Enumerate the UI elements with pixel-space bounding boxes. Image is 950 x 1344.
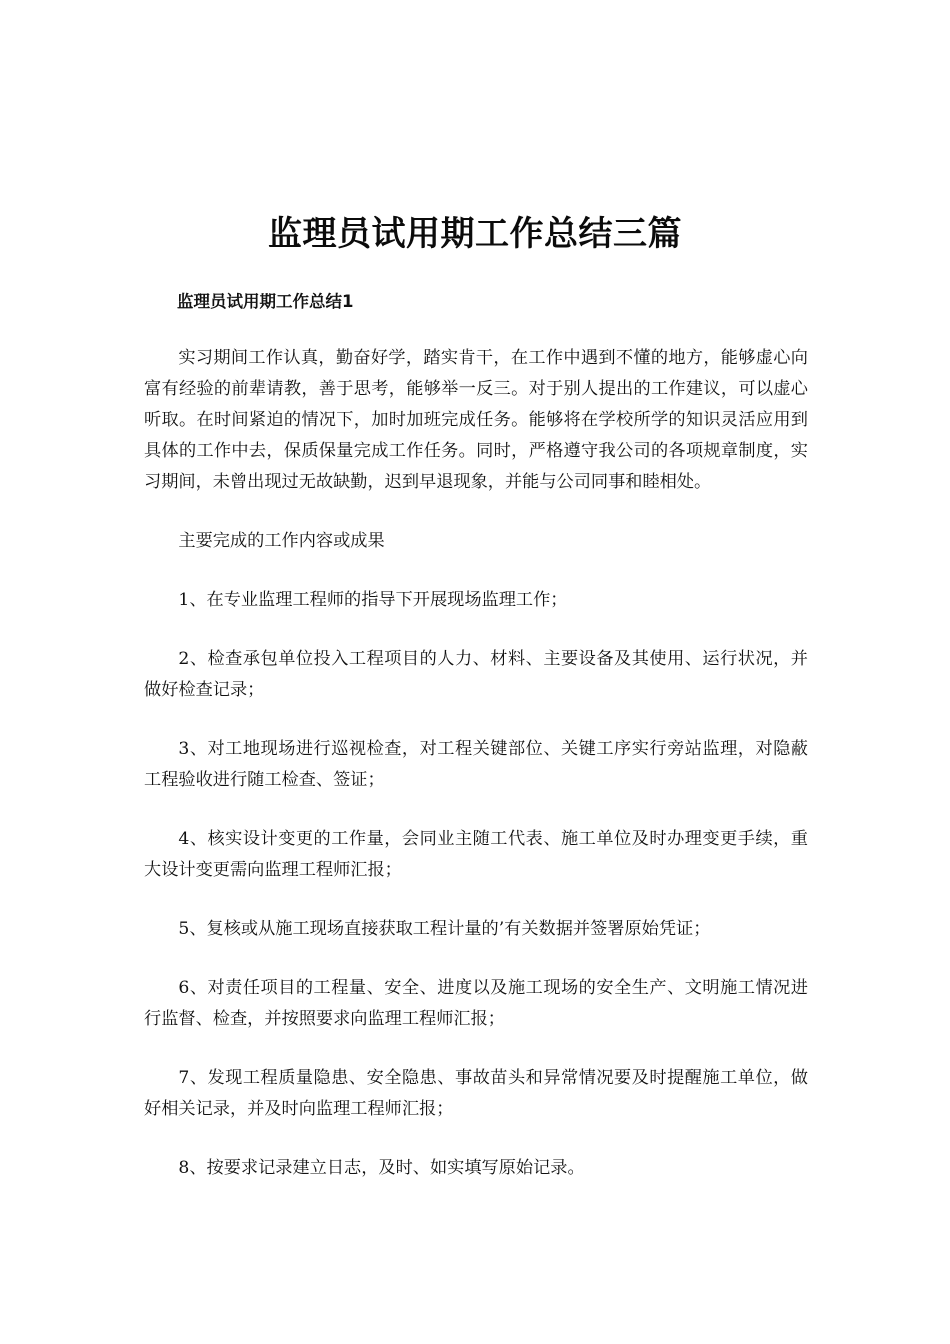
list-item: 7、发现工程质量隐患、安全隐患、事故苗头和异常情况要及时提醒施工单位，做好相关记录，并及时向监理工程师汇报；: [144, 1068, 808, 1119]
list-item: 5、复核或从施工现场直接获取工程计量的’有关数据并签署原始凭证；: [178, 919, 711, 939]
list-item: 2、检查承包单位投入工程项目的人力、材料、主要设备及其使用、运行状况，并做好检查记录；: [144, 649, 808, 700]
document-title: 监理员试用期工作总结三篇: [268, 214, 682, 254]
document-body: [144, 286, 808, 1212]
section-heading: 监理员试用期工作总结1: [177, 292, 354, 311]
list-item: 3、对工地现场进行巡视检查，对工程关键部位、关键工序实行旁站监理，对隐蔽工程验收进行随工检查、签证；: [144, 739, 808, 790]
intro-paragraph: 实习期间工作认真，勤奋好学，踏实肯干，在工作中遇到不懂的地方，能够虚心向富有经验的前辈请教，善于思考，能够举一反三。对于别人提出的工作建议，可以虚心听取。在时间紧迫的情况下，加时加班完成任务。能够将在学校所学的知识灵活应用到具体的工作中去，保质保量完成工作任务。同时，严格遵守我公司的各项规章制度，实习期间，未曾出现过无故缺勤，迟到早退现象，并能与公司同事和睦相处。: [144, 348, 808, 492]
list-item: 1、在专业监理工程师的指导下开展现场监理工作；: [178, 590, 568, 610]
list-item: 6、对责任项目的工程量、安全、进度以及施工现场的安全生产、文明施工情况进行监督、检查，并按照要求向监理工程师汇报；: [144, 978, 808, 1029]
list-item: 8、按要求记录建立日志，及时、如实填写原始记录。: [178, 1158, 585, 1178]
list-item: 4、核实设计变更的工作量，会同业主随工代表、施工单位及时办理变更手续，重大设计变更需向监理工程师汇报；: [144, 829, 808, 880]
subheading: 主要完成的工作内容或成果: [178, 531, 385, 551]
